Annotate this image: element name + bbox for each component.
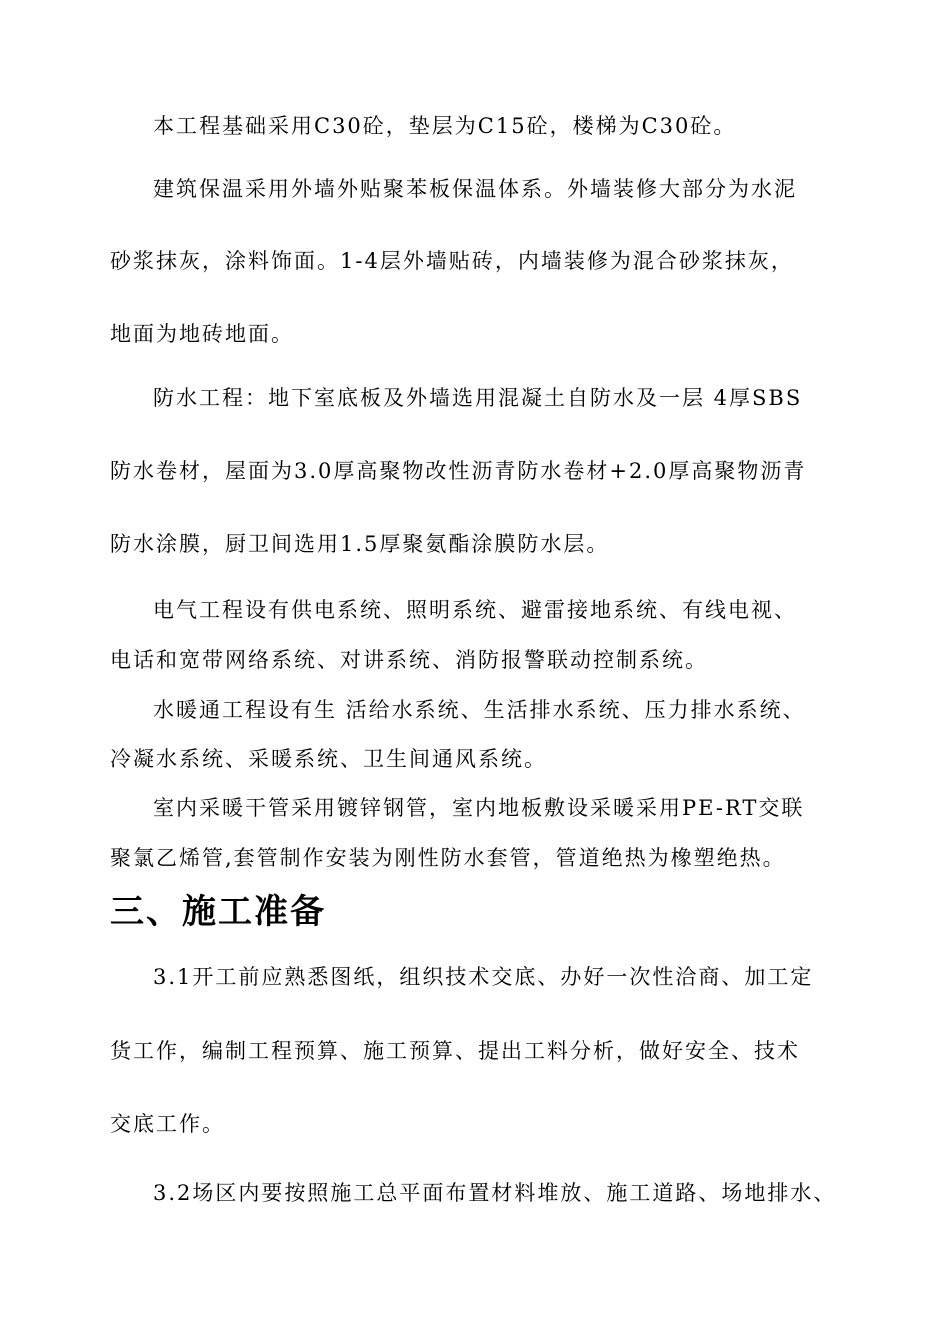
paragraph-line: 电话和宽带网络系统、对讲系统、消防报警联动控制系统。 — [110, 648, 708, 672]
paragraph-line: 本工程基础采用C30砼，垫层为C15砼，楼梯为C30砼。 — [153, 114, 737, 138]
paragraph-line: 聚氯乙烯管,套管制作安装为刚性防水套管，管道绝热为橡塑绝热。 — [110, 846, 786, 870]
paragraph-line: 防水涂膜，厨卫间选用1.5厚聚氨酯涂膜防水层。 — [110, 532, 610, 556]
section-heading: 三、施工准备 — [110, 892, 326, 932]
paragraph-line: 电气工程设有供电系统、照明系统、避雷接地系统、有线电视、 — [153, 598, 797, 622]
paragraph-line: 3.1开工前应熟悉图纸，组织技术交底、办好一次性洽商、加工定 — [153, 965, 814, 989]
paragraph-line: 砂浆抹灰，涂料饰面。1-4层外墙贴砖，内墙装修为混合砂浆抹灰， — [110, 249, 794, 273]
paragraph-line: 防水卷材，屋面为3.0厚高聚物改性沥青防水卷材+2.0厚高聚物沥青 — [110, 459, 807, 483]
paragraph-line: 室内采暖干管采用镀锌钢管，室内地板敷设采暖采用PE-RT交联 — [153, 796, 805, 820]
paragraph-line: 交底工作。 — [110, 1112, 225, 1136]
paragraph-line: 水暖通工程设有生 活给水系统、生活排水系统、压力排水系统、 — [153, 698, 806, 722]
paragraph-line: 建筑保温采用外墙外贴聚苯板保温体系。外墙装修大部分为水泥 — [153, 177, 797, 201]
paragraph-line: 货工作，编制工程预算、施工预算、提出工料分析，做好安全、技术 — [110, 1039, 800, 1063]
paragraph-line: 防水工程：地下室底板及外墙选用混凝土自防水及一层 4厚SBS — [153, 386, 803, 410]
paragraph-line: 3.2场区内要按照施工总平面布置材料堆放、施工道路、场地排水、 — [153, 1181, 837, 1205]
paragraph-line: 冷凝水系统、采暖系统、卫生间通风系统。 — [110, 747, 547, 771]
paragraph-line: 地面为地砖地面。 — [110, 322, 294, 346]
